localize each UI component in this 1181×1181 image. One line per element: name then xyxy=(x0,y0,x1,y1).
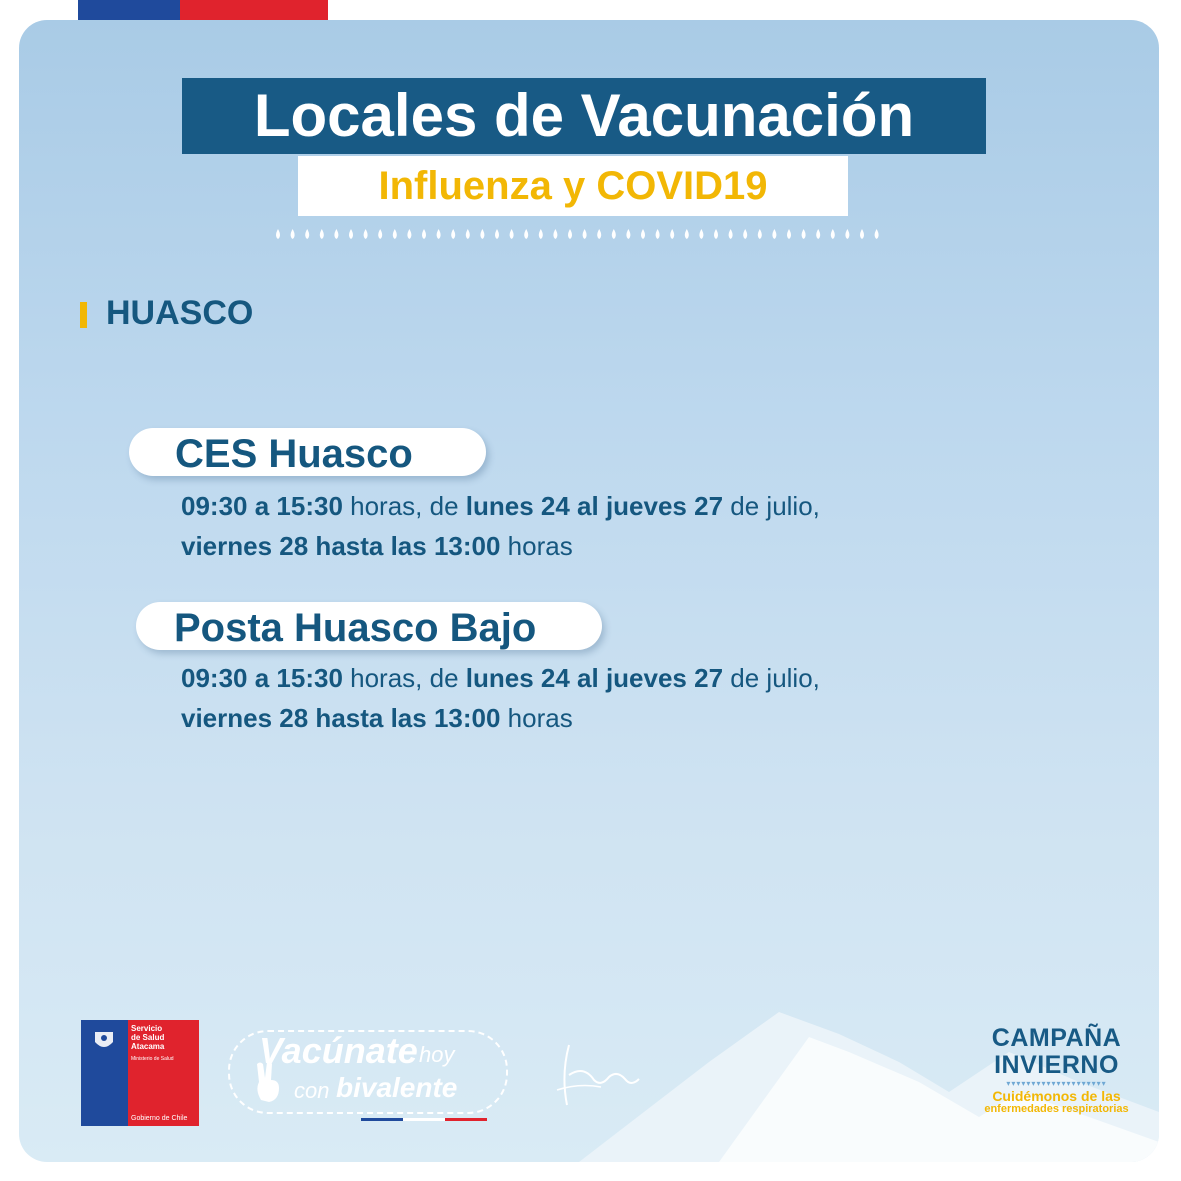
coat-of-arms-icon xyxy=(89,1028,119,1054)
servicio-salud-atacama-logo xyxy=(81,1020,199,1126)
logo-ministry: Ministerio de Salud xyxy=(131,1056,174,1062)
poster-card xyxy=(19,20,1159,1162)
location-name: CES Huasco xyxy=(175,432,413,476)
schedule-line xyxy=(181,526,573,566)
campana-tagline2: enfermedades respiratorias xyxy=(984,1103,1129,1115)
logo-name-line: Atacama xyxy=(131,1042,165,1051)
schedule-friday: viernes 28 hasta las 13:00 xyxy=(181,531,501,561)
location-name-pill xyxy=(129,428,486,476)
vacunate-flag-line xyxy=(361,1118,487,1121)
vacunate-text: Vacúnate xyxy=(259,1030,418,1071)
schedule-line xyxy=(181,486,820,526)
page-subtitle: Influenza y COVID19 xyxy=(298,156,848,216)
schedule-text: horas xyxy=(500,531,573,561)
schedule-friday: viernes 28 hasta las 13:00 xyxy=(181,703,501,733)
vacunate-con-text: con xyxy=(294,1078,330,1103)
flag-strip-blue xyxy=(78,0,180,20)
schedule-days: lunes 24 al jueves 27 xyxy=(465,491,724,521)
location-name-pill xyxy=(136,602,602,650)
location-name: Posta Huasco Bajo xyxy=(174,606,537,650)
drops-divider xyxy=(272,225,892,243)
schedule-text: horas, de xyxy=(342,663,466,693)
vacunate-bivalente-text: bivalente xyxy=(336,1072,458,1103)
schedule-days: lunes 24 al jueves 27 xyxy=(465,663,724,693)
schedule-text: de julio, xyxy=(723,663,820,693)
campana-line2: INVIERNO xyxy=(994,1051,1119,1079)
schedule-time: 09:30 a 15:30 xyxy=(181,491,343,521)
flag-strip-red xyxy=(180,0,328,20)
section-label: HUASCO xyxy=(106,294,254,332)
campana-drops: ▾▾▾▾▾▾▾▾▾▾▾▾▾▾▾▾▾▾▾▾ xyxy=(1006,1079,1107,1088)
schedule-time: 09:30 a 15:30 xyxy=(181,663,343,693)
section-marker xyxy=(80,302,87,328)
campana-invierno-logo xyxy=(979,1025,1134,1115)
schedule-text: horas xyxy=(500,703,573,733)
page-title: Locales de Vacunación xyxy=(182,78,986,154)
schedule-text: de julio, xyxy=(723,491,820,521)
logo-org-name xyxy=(131,1024,164,1051)
logo-government: Gobierno de Chile xyxy=(131,1115,188,1122)
schedule-text: horas, de xyxy=(342,491,466,521)
schedule-line xyxy=(181,698,573,738)
campana-tagline1: Cuidémonos de las xyxy=(992,1088,1121,1104)
campana-line1: CAMPAÑA xyxy=(991,1024,1122,1052)
flag-strip xyxy=(78,0,328,20)
logo-name-line: de Salud xyxy=(131,1033,165,1042)
logo-name-line: Servicio xyxy=(131,1024,163,1033)
schedule-line xyxy=(181,658,820,698)
municipal-logo xyxy=(539,1035,649,1120)
vacunate-hoy-text: hoy xyxy=(419,1042,455,1067)
